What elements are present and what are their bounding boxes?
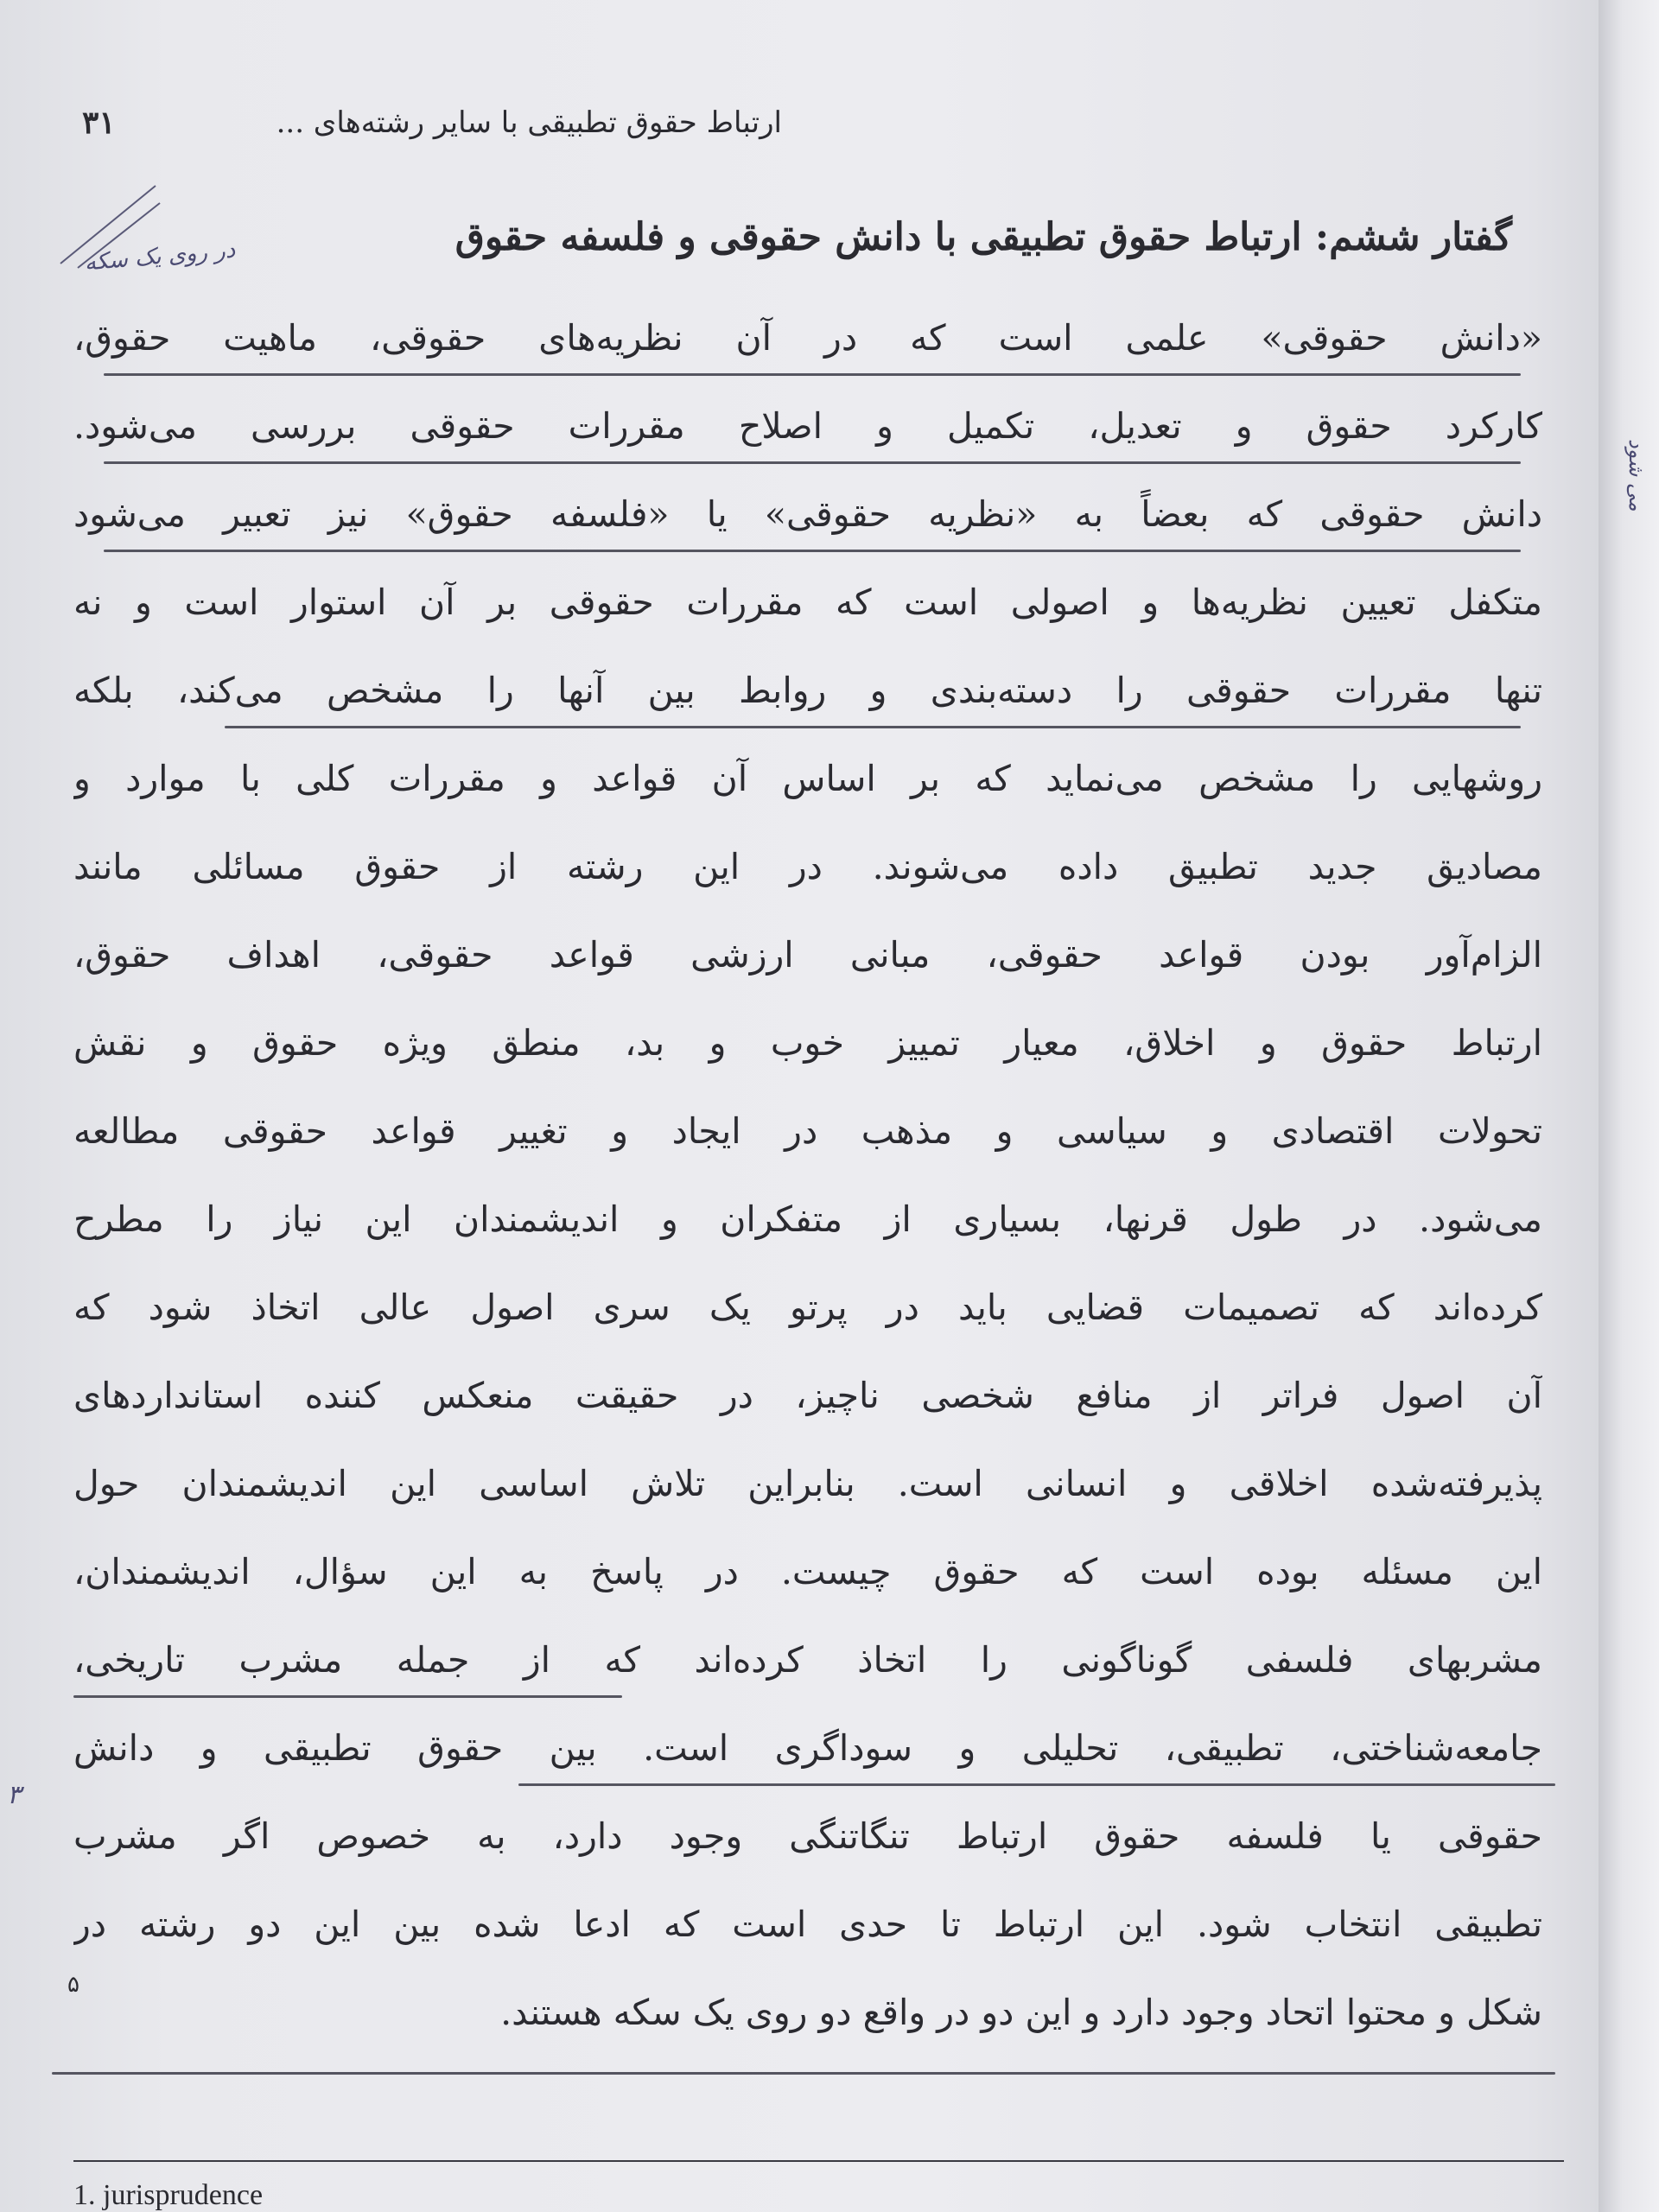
paragraph-line: حقوقی یا فلسفه حقوق ارتباط تنگاتنگی وجود دارد، به خصوص اگر مشرب — [73, 1815, 1542, 1857]
section-heading: گفتار ششم: ارتباط حقوق تطبیقی با دانش حقوقی و فلسفه حقوق — [454, 215, 1512, 259]
paragraph-line: دانش حقوقی که بعضاً به «نظریه حقوقی» یا «فلسفه حقوق» نیز تعبیر می‌شود — [73, 493, 1542, 535]
next-page-edge — [1599, 0, 1659, 2212]
paragraph-line: تحولات اقتصادی و سیاسی و مذهب در ایجاد و تغییر قواعد حقوقی مطالعه — [73, 1110, 1542, 1152]
footnote-marker: ۵ — [67, 1972, 79, 1998]
pencil-underline — [52, 2072, 1555, 2075]
paragraph-line: «دانش حقوقی» علمی است که در آن نظریه‌های حقوقی، ماهیت حقوق، — [73, 317, 1542, 359]
paragraph-line: کرده‌اند که تصمیمات قضایی باید در پرتو یک سری اصول عالی اتخاذ شود که — [73, 1287, 1542, 1328]
footnote-1: 1. jurisprudence — [73, 2179, 264, 2211]
margin-note-left: در روی یک سکه — [83, 237, 237, 276]
paragraph-line: جامعه‌شناختی، تطبیقی، تحلیلی و سوداگری است. بین حقوق تطبیقی و دانش — [73, 1727, 1542, 1769]
paragraph-line: می‌شود. در طول قرنها، بسیاری از متفکران و اندیشمندان این نیاز را مطرح — [73, 1198, 1542, 1240]
pencil-underline — [104, 550, 1521, 552]
paragraph-line: مصادیق جدید تطبیق داده می‌شوند. در این رشته از حقوق مسائلی مانند — [73, 846, 1542, 887]
running-head — [82, 97, 782, 157]
paragraph-line: کارکرد حقوق و تعدیل، تکمیل و اصلاح مقررات حقوقی بررسی می‌شود. — [73, 405, 1542, 447]
footnote-rule — [73, 2160, 1564, 2162]
paragraph-line: این مسئله بوده است که حقوق چیست. در پاسخ به این سؤال، اندیشمندان، — [73, 1551, 1542, 1592]
paragraph — [73, 294, 1542, 2056]
paragraph-line: شکل و محتوا اتحاد وجود دارد و این دو در واقع دو روی یک سکه هستند. — [500, 1992, 1542, 2033]
paragraph-line: آن اصول فراتر از منافع شخصی ناچیز، در حقیقت منعکس کننده استانداردهای — [73, 1375, 1542, 1416]
pencil-underline — [104, 373, 1521, 376]
paragraph-line: الزام‌آور بودن قواعد حقوقی، مبانی ارزشی قواعد حقوقی، اهداف حقوق، — [73, 934, 1542, 976]
pencil-underline — [225, 726, 1521, 728]
paragraph-line: تطبیقی انتخاب شود. این ارتباط تا حدی است که ادعا شده بین این دو رشته در — [73, 1904, 1542, 1945]
paragraph-line: روشهایی را مشخص می‌نماید که بر اساس آن قواعد و مقررات کلی با موارد و — [73, 758, 1542, 799]
margin-line-marker: ۳ — [7, 1780, 22, 1810]
pencil-underline — [73, 1695, 622, 1698]
pencil-underline — [518, 1783, 1555, 1786]
margin-note-right: می شود — [1624, 439, 1649, 512]
paragraph-line: پذیرفته‌شده اخلاقی و انسانی است. بنابراین تلاش اساسی این اندیشمندان حول — [73, 1463, 1542, 1504]
pencil-underline — [104, 461, 1521, 464]
paragraph-line: تنها مقررات حقوقی را دسته‌بندی و روابط بین آنها را مشخص می‌کند، بلکه — [73, 670, 1542, 711]
paragraph-line: متکفل تعیین نظریه‌ها و اصولی است که مقررات حقوقی بر آن استوار است و نه — [73, 582, 1542, 623]
paragraph-line: ارتباط حقوق و اخلاق، معیار تمییز خوب و بد، منطق ویژه حقوق و نقش — [73, 1022, 1542, 1064]
paragraph-line: مشربهای فلسفی گوناگونی را اتخاذ کرده‌اند که از جمله مشرب تاریخی، — [73, 1639, 1542, 1681]
running-head-title: ارتباط حقوق تطبیقی با سایر رشته‌های ... — [276, 105, 782, 140]
page-number: ۳۱ — [82, 105, 116, 141]
